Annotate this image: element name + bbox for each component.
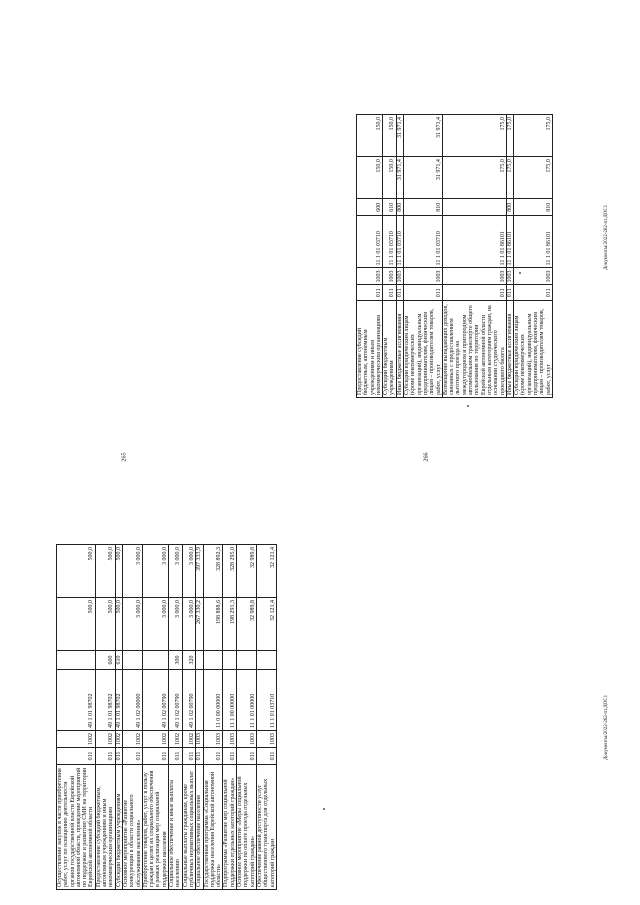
ministry-code-cell: 011: [203, 748, 223, 765]
row-name-cell: Государственная программа «Социальная поддержка населения Еврейской автономной области»: [203, 765, 223, 890]
ministry-code-cell: 011: [115, 748, 122, 765]
amount-year1-cell: 31 971,4: [404, 157, 443, 199]
row-name-cell: Субсидии бюджетным учреждениям: [383, 301, 397, 398]
amount-year1-cell: 150,0: [357, 157, 383, 199]
amount-year1-cell: 175,0: [506, 157, 513, 199]
ministry-code-cell: 011: [514, 285, 553, 301]
expense-type-cell: 600: [357, 199, 383, 216]
target-item-cell: 49 1 01 98702: [115, 670, 122, 731]
amount-year2-cell: 3 000,0: [142, 545, 168, 598]
target-item-cell: 11 1 01 00000: [237, 670, 257, 731]
target-item-cell: 11 1 01 86101: [506, 216, 513, 268]
target-item-cell: 49 1 02 00790: [142, 670, 168, 731]
target-item-cell: 49 1 02 00790: [169, 670, 183, 731]
table-row: [142, 545, 168, 890]
amount-year1-cell: 32 121,4: [256, 598, 276, 651]
section-code-cell: 1003: [404, 268, 443, 285]
amount-year1-cell: 175,0: [514, 157, 553, 199]
row-name-cell: Социальное обеспечение и иные выплаты населению: [169, 765, 183, 890]
target-item-cell: 11 1 01 86101: [514, 216, 553, 268]
ministry-code-cell: 011: [169, 748, 183, 765]
amount-year1-cell: 150,0: [383, 157, 397, 199]
ministry-code-cell: 011: [122, 748, 142, 765]
table-row: [404, 115, 443, 398]
section-code-cell: 1002: [122, 731, 142, 748]
table-row: [256, 545, 276, 890]
row-name-cell: Возмещение выпадающих доходов, связанных с предоставлением льготного проезда на междугородном и пригородном автомобильном транспорте общего пользования по территории Еврейской автономной области отдельным категориям граждан, на основании студенческого проездного билета: [442, 301, 506, 398]
section-code-cell: 1002: [95, 731, 115, 748]
ministry-code-cell: 011: [357, 285, 383, 301]
expense-type-cell: [122, 651, 142, 670]
table-row: [203, 545, 223, 890]
section-code-cell: 1003: [514, 268, 553, 285]
ministry-code-cell: 011: [506, 285, 513, 301]
scan-dot: [323, 808, 325, 810]
row-name-cell: Субсидии бюджетным учреждениям: [115, 765, 122, 890]
table-row: [357, 115, 383, 398]
expense-type-cell: [237, 651, 257, 670]
amount-year2-cell: 175,0: [506, 115, 513, 157]
row-name-cell: Социальное обеспечение населения: [196, 765, 203, 890]
section-code-cell: 1003: [442, 268, 506, 285]
amount-year1-cell: 198 291,3: [223, 598, 237, 651]
amount-year2-cell: 31 971,4: [396, 115, 403, 157]
ministry-code-cell: 011: [142, 748, 168, 765]
amount-year2-cell: 32 121,4: [256, 545, 276, 598]
scan-dot: [467, 405, 469, 407]
ministry-code-cell: 011: [237, 748, 257, 765]
left-page-footer: Документы/2022-262-пт.ДОС1: [604, 694, 609, 760]
row-name-cell: Основное мероприятие «Развитие конкуренции в области социального обслуживания населения»: [122, 765, 142, 890]
table-row: [506, 115, 513, 398]
target-item-cell: 49 1 01 98702: [57, 670, 96, 731]
ministry-code-cell: 011: [383, 285, 397, 301]
target-item-cell: [196, 670, 203, 731]
target-item-cell: 11 1 00 00000: [223, 670, 237, 731]
section-code-cell: 1003: [196, 731, 203, 748]
expense-type-cell: 800: [396, 199, 403, 216]
amount-year2-cell: 500,0: [95, 545, 115, 598]
target-item-cell: 11 0 00 00000: [203, 670, 223, 731]
right-page-table-wrapper: [356, 114, 553, 398]
amount-year1-cell: 267 330,2: [196, 598, 203, 651]
target-item-cell: 11 1 01 86101: [442, 216, 506, 268]
section-code-cell: 1003: [396, 268, 403, 285]
ministry-code-cell: 011: [223, 748, 237, 765]
section-code-cell: 1002: [57, 731, 96, 748]
row-name-cell: Иные бюджетные ассигнования: [396, 301, 403, 398]
section-code-cell: 1003: [237, 731, 257, 748]
ministry-code-cell: 011: [256, 748, 276, 765]
right-page-number: 266: [423, 452, 430, 462]
amount-year2-cell: 31 971,4: [404, 115, 443, 157]
ministry-code-cell: 011: [95, 748, 115, 765]
expense-type-cell: [203, 651, 223, 670]
section-code-cell: 1002: [169, 731, 183, 748]
amount-year2-cell: 3 000,0: [182, 545, 196, 598]
section-code-cell: 1002: [142, 731, 168, 748]
section-code-cell: 1003: [357, 268, 383, 285]
table-row: [57, 545, 96, 890]
expense-type-cell: [442, 199, 506, 216]
row-name-cell: Предоставление субсидий бюджетным, автономным учреждениям и иным некоммерческим организациям: [357, 301, 383, 398]
target-item-cell: 11 1 01 03710: [396, 216, 403, 268]
amount-year1-cell: 500,0: [57, 598, 96, 651]
row-name-cell: Иные бюджетные ассигнования: [506, 301, 513, 398]
table-row: [396, 115, 403, 398]
ministry-code-cell: 011: [396, 285, 403, 301]
amount-year2-cell: 328 892,3: [203, 545, 223, 598]
section-code-cell: 1003: [506, 268, 513, 285]
table-row: [95, 545, 115, 890]
expense-type-cell: [196, 651, 203, 670]
right-budget-table: [356, 114, 553, 398]
expense-type-cell: [256, 651, 276, 670]
expense-type-cell: 610: [115, 651, 122, 670]
table-row: [182, 545, 196, 890]
expense-type-cell: 800: [506, 199, 513, 216]
amount-year1-cell: 32 989,8: [237, 598, 257, 651]
row-name-cell: Предоставление субсидий бюджетным, автономным учреждениям и иным некоммерческим организациям: [95, 765, 115, 890]
expense-type-cell: 810: [514, 199, 553, 216]
amount-year2-cell: 175,0: [442, 115, 506, 157]
section-code-cell: 1002: [115, 731, 122, 748]
amount-year2-cell: 3 000,0: [169, 545, 183, 598]
table-row: [122, 545, 142, 890]
amount-year2-cell: 175,0: [514, 115, 553, 157]
amount-year2-cell: 500,0: [115, 545, 122, 598]
amount-year1-cell: 3 000,0: [122, 598, 142, 651]
expense-type-cell: [223, 651, 237, 670]
section-code-cell: 1003: [256, 731, 276, 748]
table-row: [442, 115, 506, 398]
table-row: [115, 545, 122, 890]
ministry-code-cell: 011: [404, 285, 443, 301]
ministry-code-cell: 011: [182, 748, 196, 765]
right-page-footer: Документы/2022-262-пт.ДОС1: [604, 204, 609, 270]
amount-year1-cell: 3 000,0: [169, 598, 183, 651]
table-row: [223, 545, 237, 890]
amount-year1-cell: 3 000,0: [182, 598, 196, 651]
amount-year1-cell: 500,0: [95, 598, 115, 651]
row-name-cell: Субсидии юридическим лицам (кроме некоммерческих организаций), индивидуальным предпринимателям, физическим лицам – производителям товаров, работ, услуг: [404, 301, 443, 398]
table-row: [514, 115, 553, 398]
section-code-cell: 1003: [203, 731, 223, 748]
amount-year2-cell: 150,0: [357, 115, 383, 157]
section-code-cell: 1003: [383, 268, 397, 285]
expense-type-cell: 810: [404, 199, 443, 216]
ministry-code-cell: 011: [196, 748, 203, 765]
expense-type-cell: [142, 651, 168, 670]
target-item-cell: 11 1 01 03710: [404, 216, 443, 268]
amount-year1-cell: 500,0: [115, 598, 122, 651]
expense-type-cell: 320: [182, 651, 196, 670]
table-row: [169, 545, 183, 890]
ministry-code-cell: 011: [57, 748, 96, 765]
ministry-code-cell: 011: [442, 285, 506, 301]
target-item-cell: 49 1 01 98702: [95, 670, 115, 731]
amount-year1-cell: 3 000,0: [142, 598, 168, 651]
row-name-cell: Подпрограмма «Развитие мер социальной поддержки отдельных категорий граждан»: [223, 765, 237, 890]
amount-year2-cell: 3 000,0: [122, 545, 142, 598]
target-item-cell: 49 1 02 00790: [182, 670, 196, 731]
amount-year1-cell: 175,0: [442, 157, 506, 199]
section-code-cell: 1002: [182, 731, 196, 748]
amount-year1-cell: 198 888,6: [203, 598, 223, 651]
section-code-cell: 1003: [223, 731, 237, 748]
target-item-cell: 11 1 01 03710: [383, 216, 397, 268]
amount-year1-cell: 31 971,4: [396, 157, 403, 199]
expense-type-cell: 600: [95, 651, 115, 670]
row-name-cell: Основное мероприятие «Меры социальной поддержки по оплате проезда отдельных категорий граждан»: [237, 765, 257, 890]
row-name-cell: Осуществление закупок в части приобретения работ, услуг по освещению деятельности органов государственной власти Еврейской автономной области, проведение мероприятий по поддержке и развитию СМИ на территории Еврейской автономной области: [57, 765, 96, 890]
expense-type-cell: 300: [169, 651, 183, 670]
amount-year2-cell: 32 989,8: [237, 545, 257, 598]
table-row: [196, 545, 203, 890]
target-item-cell: 11 1 01 03710: [357, 216, 383, 268]
row-name-cell: Субсидии юридическим лицам (кроме некоммерческих организаций), индивидуальным предпринимателям, физическим лицам – производителям товаров, работ, услуг: [514, 301, 553, 398]
table-row: [237, 545, 257, 890]
target-item-cell: 11 1 01 03710: [256, 670, 276, 731]
left-page-number: 265: [121, 452, 128, 462]
left-page-table-wrapper: [56, 544, 277, 890]
table-row: [383, 115, 397, 398]
target-item-cell: 49 1 02 00000: [122, 670, 142, 731]
expense-type-cell: [57, 651, 96, 670]
amount-year2-cell: 500,0: [57, 545, 96, 598]
scan-dot: [519, 272, 521, 274]
expense-type-cell: 610: [383, 199, 397, 216]
amount-year2-cell: 397 333,9: [196, 545, 203, 598]
row-name-cell: Обеспечение равной доступности услуг общественного транспорта для отдельных категорий граждан: [256, 765, 276, 890]
row-name-cell: Социальные выплаты гражданам, кроме публичных нормативных социальных выплат: [182, 765, 196, 890]
amount-year2-cell: 328 295,0: [223, 545, 237, 598]
row-name-cell: Приобретение товаров, работ, услуг в пользу граждан в целях их социального обеспечения в рамках реализации мер социальной поддержки населения: [142, 765, 168, 890]
amount-year2-cell: 150,0: [383, 115, 397, 157]
left-budget-table: [56, 544, 277, 890]
